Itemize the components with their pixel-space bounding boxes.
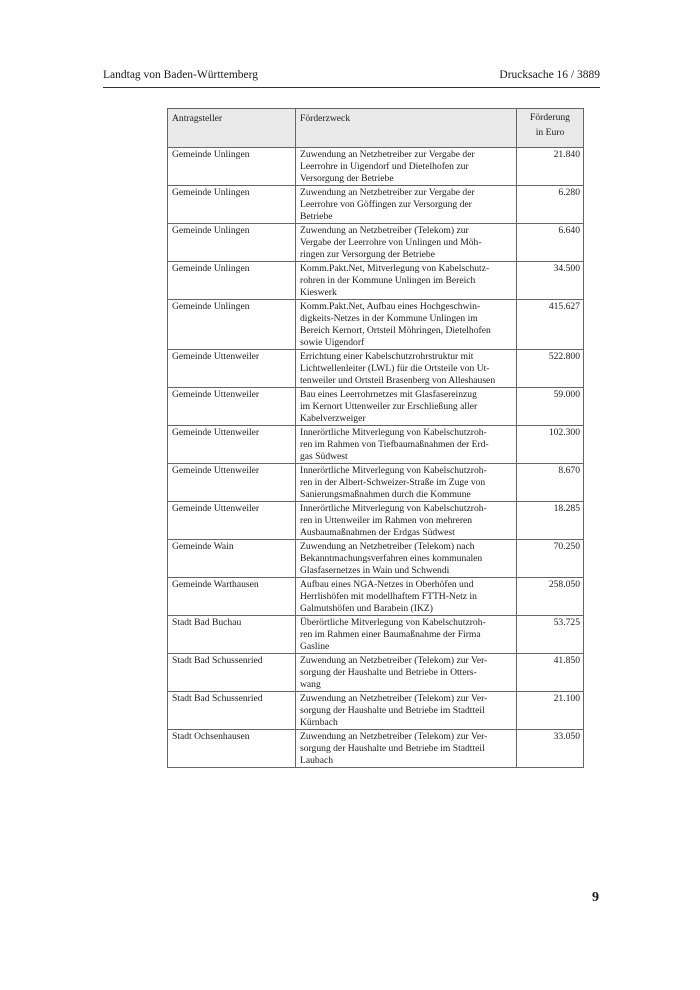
- applicant-cell: Gemeinde Uttenweiler: [168, 502, 296, 540]
- purpose-line: Lichtwellenleiter (LWL) für die Ortsteile von Ut-: [300, 363, 490, 374]
- table-row: [168, 350, 584, 388]
- purpose-line: Kürnbach: [300, 717, 338, 728]
- purpose-cell: [296, 300, 517, 350]
- amount-cell: 33.050: [517, 730, 584, 768]
- table-row: [168, 730, 584, 768]
- applicant-cell: Gemeinde Unlingen: [168, 262, 296, 300]
- table-row: [168, 540, 584, 578]
- purpose-line: Versorgung der Betriebe: [300, 173, 394, 184]
- purpose-cell: [296, 262, 517, 300]
- table-header-row: [168, 109, 584, 148]
- applicant-cell: Gemeinde Unlingen: [168, 148, 296, 186]
- column-header-amount: [517, 109, 584, 148]
- purpose-line: Aufbau eines NGA-Netzes in Oberhöfen und: [300, 579, 474, 590]
- header-parliament-name: Landtag von Baden-Württemberg: [103, 69, 258, 81]
- applicant-cell: Gemeinde Unlingen: [168, 186, 296, 224]
- purpose-cell: [296, 502, 517, 540]
- amount-cell: 41.850: [517, 654, 584, 692]
- purpose-line: sorgung der Haushalte und Betriebe im Stadtteil: [300, 743, 485, 754]
- purpose-line: Zuwendung an Netzbetreiber (Telekom) zur: [300, 225, 469, 236]
- purpose-line: Komm.Pakt.Net, Aufbau eines Hochgeschwin-: [300, 301, 481, 312]
- purpose-cell: [296, 540, 517, 578]
- table-row: [168, 262, 584, 300]
- purpose-line: Errichtung einer Kabelschutzrohrstruktur mit: [300, 351, 474, 362]
- purpose-line: Bereich Kernort, Ortsteil Möhringen, Dietelhofen: [300, 325, 491, 336]
- purpose-line: Bekanntmachungsverfahren eines kommunalen: [300, 553, 483, 564]
- amount-cell: 21.100: [517, 692, 584, 730]
- table-row: [168, 388, 584, 426]
- table-row: [168, 186, 584, 224]
- table-row: [168, 692, 584, 730]
- purpose-line: Innerörtliche Mitverlegung von Kabelschutzroh-: [300, 465, 487, 476]
- purpose-line: Kabelverzweiger: [300, 413, 366, 424]
- purpose-cell: [296, 654, 517, 692]
- purpose-line: Komm.Pakt.Net, Mitverlegung von Kabelschutz-: [300, 263, 490, 274]
- amount-cell: 258.050: [517, 578, 584, 616]
- purpose-line: Vergabe der Leerrohre von Unlingen und Möh-: [300, 237, 482, 248]
- purpose-line: Ausbaumaßnahmen der Erdgas Südwest: [300, 527, 455, 538]
- purpose-line: Galmutshöfen und Barabein (IKZ): [300, 603, 433, 614]
- purpose-cell: [296, 426, 517, 464]
- purpose-cell: [296, 148, 517, 186]
- amount-cell: 53.725: [517, 616, 584, 654]
- table-row: [168, 464, 584, 502]
- applicant-cell: Gemeinde Uttenweiler: [168, 388, 296, 426]
- purpose-line: gas Südwest: [300, 451, 348, 462]
- purpose-line: Zuwendung an Netzbetreiber (Telekom) zur Ver-: [300, 655, 488, 666]
- purpose-line: ren im Rahmen einer Baumaßnahme der Firma: [300, 629, 481, 640]
- purpose-cell: [296, 616, 517, 654]
- purpose-line: Zuwendung an Netzbetreiber (Telekom) zur Ver-: [300, 693, 488, 704]
- amount-cell: 8.670: [517, 464, 584, 502]
- purpose-line: wang: [300, 679, 321, 690]
- purpose-line: Überörtliche Mitverlegung von Kabelschutzroh-: [300, 617, 486, 628]
- funding-table: [167, 108, 584, 768]
- applicant-cell: Gemeinde Uttenweiler: [168, 350, 296, 388]
- purpose-line: Bau eines Leerrohrnetzes mit Glasfasereinzug: [300, 389, 477, 400]
- purpose-cell: [296, 224, 517, 262]
- amount-cell: 415.627: [517, 300, 584, 350]
- purpose-line: Zuwendung an Netzbetreiber zur Vergabe der: [300, 187, 475, 198]
- purpose-line: Leerrohre in Uigendorf und Dietelhofen zur: [300, 161, 469, 172]
- purpose-cell: [296, 388, 517, 426]
- purpose-line: im Kernort Uttenweiler zur Erschließung aller: [300, 401, 478, 412]
- applicant-cell: Gemeinde Wain: [168, 540, 296, 578]
- purpose-line: Sanierungsmaßnahmen durch die Kommune: [300, 489, 471, 500]
- purpose-line: Herrlishöfen mit modellhaftem FTTH-Netz in: [300, 591, 477, 602]
- table-row: [168, 148, 584, 186]
- purpose-line: Gasline: [300, 641, 330, 652]
- amount-cell: 21.840: [517, 148, 584, 186]
- purpose-cell: [296, 464, 517, 502]
- purpose-cell: [296, 578, 517, 616]
- purpose-cell: [296, 692, 517, 730]
- applicant-cell: Gemeinde Unlingen: [168, 300, 296, 350]
- applicant-cell: Gemeinde Unlingen: [168, 224, 296, 262]
- purpose-line: Glasfasernetzes in Wain und Schwendi: [300, 565, 450, 576]
- table-row: [168, 654, 584, 692]
- purpose-line: tenweiler und Ortsteil Brasenberg von Alleshausen: [300, 375, 496, 386]
- column-header-amount-line1: Förderung: [530, 112, 570, 123]
- purpose-line: Kieswerk: [300, 287, 337, 298]
- purpose-line: Betriebe: [300, 211, 333, 222]
- purpose-line: ren in Uttenweiler im Rahmen von mehreren: [300, 515, 473, 526]
- purpose-cell: [296, 350, 517, 388]
- applicant-cell: Gemeinde Uttenweiler: [168, 464, 296, 502]
- table-row: [168, 300, 584, 350]
- purpose-line: Innerörtliche Mitverlegung von Kabelschutzroh-: [300, 503, 487, 514]
- table-body: [168, 148, 584, 768]
- amount-cell: 102.300: [517, 426, 584, 464]
- purpose-line: digkeits-Netzes in der Kommune Unlingen im: [300, 313, 478, 324]
- applicant-cell: Stadt Bad Schussenried: [168, 692, 296, 730]
- amount-cell: 34.500: [517, 262, 584, 300]
- amount-cell: 6.640: [517, 224, 584, 262]
- table-row: [168, 426, 584, 464]
- purpose-line: Innerörtliche Mitverlegung von Kabelschutzroh-: [300, 427, 487, 438]
- purpose-line: Zuwendung an Netzbetreiber zur Vergabe der: [300, 149, 475, 160]
- purpose-line: sowie Uigendorf: [300, 337, 365, 348]
- applicant-cell: Gemeinde Warthausen: [168, 578, 296, 616]
- amount-cell: 522.800: [517, 350, 584, 388]
- applicant-cell: Gemeinde Uttenweiler: [168, 426, 296, 464]
- purpose-line: rohren in der Kommune Unlingen im Bereich: [300, 275, 476, 286]
- column-header-amount-line2: in Euro: [535, 127, 565, 138]
- table-row: [168, 616, 584, 654]
- column-header-applicant: Antragsteller: [168, 109, 296, 148]
- amount-cell: 6.280: [517, 186, 584, 224]
- applicant-cell: Stadt Ochsenhausen: [168, 730, 296, 768]
- applicant-cell: Stadt Bad Buchau: [168, 616, 296, 654]
- purpose-line: ringen zur Versorgung der Betriebe: [300, 249, 435, 260]
- column-header-purpose: Förderzweck: [296, 109, 517, 148]
- page-number: 9: [592, 890, 599, 905]
- purpose-cell: [296, 186, 517, 224]
- table-row: [168, 224, 584, 262]
- purpose-line: Zuwendung an Netzbetreiber (Telekom) nach: [300, 541, 475, 552]
- page-header: [103, 69, 600, 88]
- applicant-cell: Stadt Bad Schussenried: [168, 654, 296, 692]
- header-document-number: Drucksache 16 / 3889: [499, 69, 600, 81]
- purpose-line: Laubach: [300, 755, 334, 766]
- amount-cell: 59.000: [517, 388, 584, 426]
- amount-cell: 18.285: [517, 502, 584, 540]
- purpose-line: sorgung der Haushalte und Betriebe im Stadtteil: [300, 705, 485, 716]
- table-row: [168, 578, 584, 616]
- purpose-line: Leerrohre von Göffingen zur Versorgung der: [300, 199, 472, 210]
- purpose-line: ren in der Albert-Schweizer-Straße im Zuge von: [300, 477, 486, 488]
- purpose-cell: [296, 730, 517, 768]
- table-row: [168, 502, 584, 540]
- purpose-line: sorgung der Haushalte und Betriebe in Otters-: [300, 667, 477, 678]
- purpose-line: Zuwendung an Netzbetreiber (Telekom) zur Ver-: [300, 731, 488, 742]
- amount-cell: 70.250: [517, 540, 584, 578]
- purpose-line: ren im Rahmen von Tiefbaumaßnahmen der Erd-: [300, 439, 489, 450]
